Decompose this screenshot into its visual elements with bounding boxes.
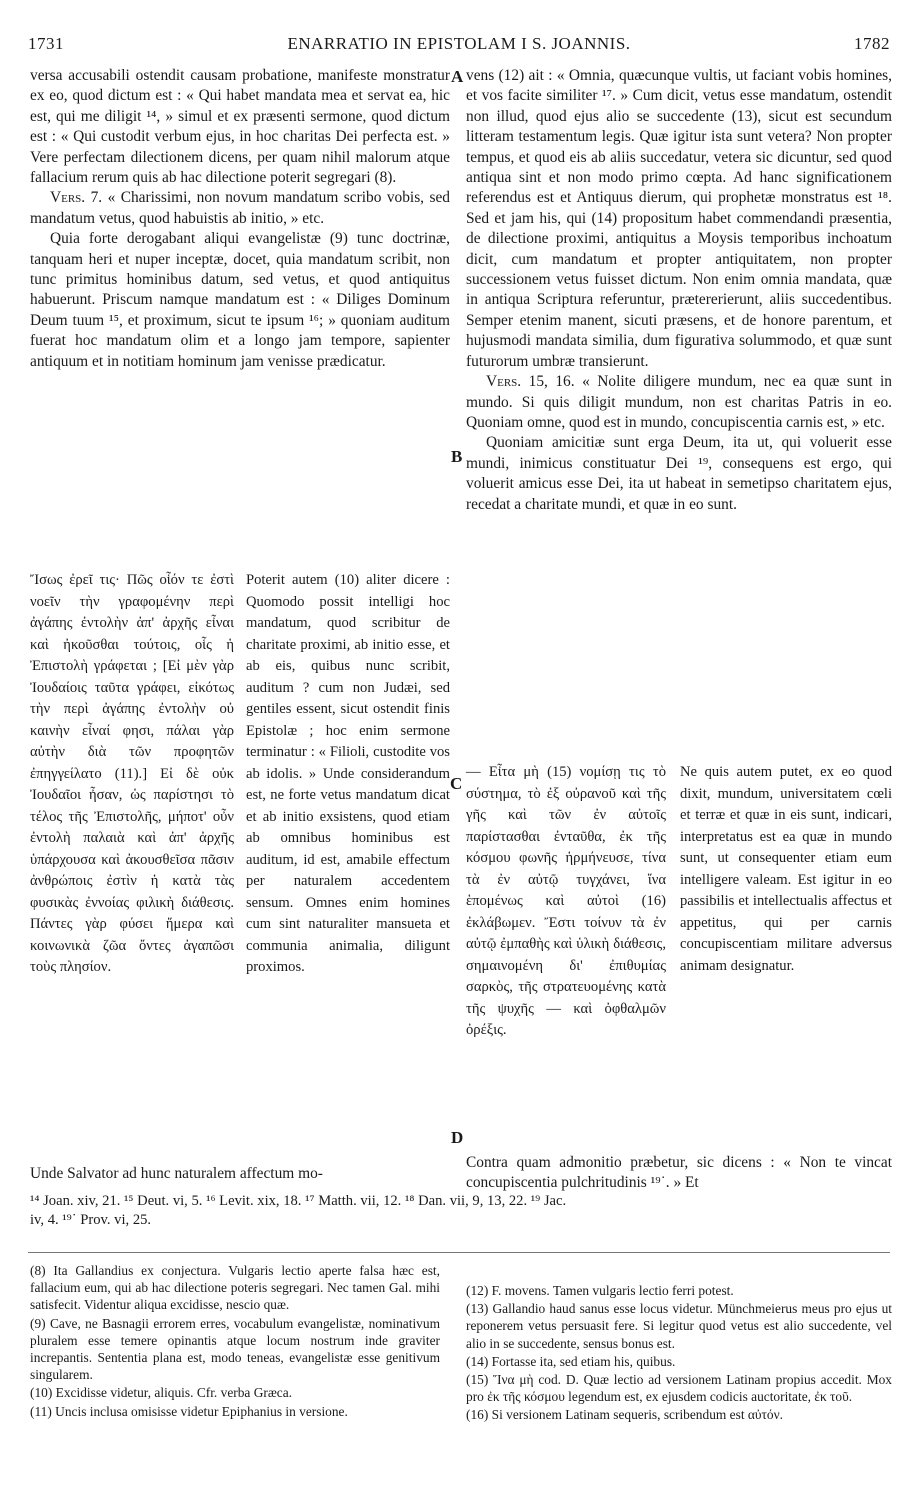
footnotes-right xyxy=(466,1282,892,1425)
verse-7-label: Vers. 7. xyxy=(50,189,103,207)
scripture-references xyxy=(30,1192,892,1230)
margin-letter-b: B xyxy=(451,447,463,466)
footnote-8: (8) Ita Gallandius ex conjectura. Vulgaris lectio aperte falsa hæc est, fallacium eum, qui ab hac dilectione poteris segregari. Nec tamen Gal. mihi satisfecit. Videntur aliqua excidisse, nescio quæ. xyxy=(30,1263,440,1313)
footnotes-left xyxy=(30,1262,440,1421)
footnote-13: (13) Gallandio haud sanus esse locus videtur. Münchmeierus meus pro ejus ut reponerem vetus persuasit fere. Si legitur quod vetus est alio succedente, vel alio in se succedente, sensus bonus est. xyxy=(466,1301,892,1351)
margin-letter-a: A xyxy=(451,67,464,86)
left-column-bottom xyxy=(30,1164,450,1184)
latin-passage-middle: Poterit autem (10) aliter dicere : Quomodo possit intelligi hoc mandatum, quod scribitur de charitate proximi, ab initio esse, et ab eis, quibus nunc scribit, auditum ? cum non Judæi, sed gentiles essent, sicut ostendit finis Epistolæ ; hoc enim sermone terminatur : « Filioli, custodite vos ab idolis. » Unde considerandum est, ne forte vetus mandatum dicat et ab initio exsistens, quod etiam ab omnibus hominibus est auditum, id est, amabile effectum per naturalem accedentem sensum. Omnes enim homines cum sint naturaliter mansueta et communia animalia, diligunt proximos. xyxy=(246,572,450,975)
left-paragraph-1: versa accusabili ostendit causam probatione, manifeste monstratur ex eo, quod dictum est : « Qui habet mandata mea et servat ea, hic est, qui me diligit ¹⁴, » simul et ex præsenti sermone, quod dictum est : « Qui custodit verbum ejus, in hoc charitas Dei perfecta est. » Vere perfectam dilectionem dicens, per quam nihil malorum atque fallacium rerum quis ab hac dilectione poterit segregari (8). xyxy=(30,67,450,187)
latin-version-right xyxy=(680,762,892,977)
left-bottom-line: Unde Salvator ad hunc naturalem affectum mo- xyxy=(30,1165,323,1182)
page-header xyxy=(28,34,890,58)
right-paragraph-3: Quoniam amicitiæ sunt erga Deum, ita ut, qui voluerit esse mundi, inimicus constituatur Dei ¹⁹, consequens est ergo, qui voluerit amicus esse Dei, ita ut habeat in semetipso charitatem ejus, recedat a charitate mundi, et quæ in eo sunt. xyxy=(466,434,892,513)
page-number-left: 1731 xyxy=(28,34,64,53)
footnote-10: (10) Excidisse videtur, aliquis. Cfr. verba Græca. xyxy=(30,1385,292,1401)
greek-text-right xyxy=(466,762,666,1042)
greek-text-left xyxy=(30,570,234,979)
footnote-11: (11) Uncis inclusa omisisse videtur Epiphanius in versione. xyxy=(30,1403,348,1419)
verse-15-text: « Nolite diligere mundum, nec ea quæ sunt in mundo. Si quis diligit mundum, non est charitas Patris in eo. Quoniam omne, quod est in mundo, concupiscentia carnis est, » etc. xyxy=(466,373,892,431)
right-paragraph-1: vens (12) ait : « Omnia, quæcunque vultis, ut faciant vobis homines, et vos facite similiter ¹⁷. » Cum dicit, vetus esse mandatum, ostendit non illud, quod ejus alio se succedente (13), sicut est secundum litteram testamentum legis. Quæ igitur ista sunt vetera? Non propter tempus, et quod eis ab aliis succedatur, vetera sic dicuntur, sed quod antiqua sint et non modo primo cœpta. Ad hanc significationem referendus est et Antiquus dierum, qui prophetæ monstratus est ¹⁸. Sed et jam his, qui (14) propositum habet commendandi præsentia, de dilectione proximi, antiquitus a Moysis temporibus inchoatum dicit, cum mandatum et propter antiquitatem, non propter successionem vetus fuisset dictum. Non enim omnia mandata, quæ in antiqua Scriptura referuntur, prætererierunt, aliis succedentibus. Semper etenim manent, sicuti præsens, et de honore parentum, et hujusmodi mandata similia, dum figurativa solummodo, et quæ sunt futurorum umbræ transierunt. xyxy=(466,67,892,370)
latin-passage-right: Ne quis autem putet, ex eo quod dixit, mundum, universitatem cœli et terræ et quæ in eis sunt, indicari, interpretatus est ea quæ in mundo sunt, ut consequenter etiam eum intelligere valeam. Est igitur in eo passibilis et intellectualis affectus et appetitus, qui per carnis concupiscentiam militare adversus animam designatur. xyxy=(680,764,892,974)
footnote-15: (15) Ἵνα μὴ cod. D. Quæ lectio ad versionem Latinam propius accedit. Mox pro ἐκ τῆς κόσμου legendum est, ex ejusdem codicis auctoritate, ἐκ τοῦ. xyxy=(466,1372,892,1405)
verse-15-label: Vers. 15, 16. xyxy=(486,373,575,391)
right-column-bottom xyxy=(466,1153,892,1194)
greek-passage-right: — Εἶτα μὴ (15) νομίσῃ τις τὸ σύστημα, τὸ ἐξ οὐρανοῦ καὶ τῆς γῆς καὶ τῶν ἐν αὐτοῖς παρίστασθαι ἐνταῦθα, ἐκ τῆς κόσμου φωνῆς ἡρμήνευσε, τίνα τὰ ἐν αὐτῷ τυγχάνει, ἵνα ἑπομένως καὶ αὐτοὶ (16) ἐκλάβωμεν. Ἔστι τοίνυν τὰ ἐν αὐτῷ ἐμπαθὴς καὶ ὑλικὴ διάθεσις, σημαινομένη δι' ἐπιθυμίας σαρκὸς, τῆς στρατευομένης κατὰ τῆς ψυχῆς — καὶ ὀφθαλμῶν ὀρέξις. xyxy=(466,764,666,1038)
right-bottom-line: Contra quam admonitio præbetur, sic dicens : « Non te vincat concupiscentia pulchritudinis ¹⁹˙. » Et xyxy=(466,1154,892,1192)
right-column xyxy=(466,66,892,515)
greek-passage-left: Ἴσως ἐρεῖ τις· Πῶς οἷόν τε ἐστὶ νοεῖν τὴν γραφομένην περὶ ἀγάπης ἐντολὴν ἀπ' ἀρχῆς εἶναι καὶ ἠκοῦσθαι τούτοις, οἷς ἡ Ἐπιστολὴ γράφεται ; [Εἰ μὲν γὰρ Ἰουδαίοις ταῦτα γράφει, εἰκότως τὴν περὶ ἀγάπης ἐντολὴν οὐ καινὴν εἶναί φησι, πάλαι γὰρ αὐτὴν διὰ τῶν προφητῶν ἐπηγγείλατο (11).] Εἰ δὲ οὐκ Ἰουδαῖοι ἦσαν, ὡς παρίστησι τὸ τέλος τῆς Ἐπιστολῆς, μήποτ' οὖν ἐντολὴ παλαιὰ καὶ ἀπ' ἀρχῆς ὑπάρχουσα καὶ ἀκουσθεῖσα πᾶσιν ἀνθρώποις ἐστὶν ἡ κατὰ τὰς φυσικὰς ἐννοίας φιλικὴ διάθεσις. Πάντες γὰρ φύσει ἥμερα καὶ κοινωνικὰ ζῶα ὄντες ἀγαπῶσι τοὺς πλησίον. xyxy=(30,572,234,975)
latin-version-middle xyxy=(246,570,450,979)
references-line-2: iv, 4. ¹⁹˙ Prov. vi, 25. xyxy=(30,1212,152,1228)
footnote-9: (9) Cave, ne Basnagii errorem erres, vocabulum evangelistæ, nominativum pluralem esse temere opinantis atque locum nostrum inde graviter increpantis. Sententia plana est, modo teneas, evangelistæ esse genitivum singularem. xyxy=(30,1315,440,1383)
verse-15-paragraph xyxy=(466,372,892,433)
references-line-1: ¹⁴ Joan. xiv, 21. ¹⁵ Deut. vi, 5. ¹⁶ Levit. xix, 18. ¹⁷ Matth. vii, 12. ¹⁸ Dan. vii, 9, 13, 22. ¹⁹ Jac. xyxy=(30,1193,567,1209)
footnote-16: (16) Si versionem Latinam sequeris, scribendum est αὐτόν. xyxy=(466,1407,784,1423)
footnote-14: (14) Fortasse ita, sed etiam his, quibus. xyxy=(466,1353,676,1369)
verse-7-text: « Charissimi, non novum mandatum scribo vobis, sed mandatum vetus, quod habuistis ab initio, » etc. xyxy=(30,189,450,227)
page-number-right: 1782 xyxy=(854,34,890,53)
running-title: ENARRATIO IN EPISTOLAM I S. JOANNIS. xyxy=(287,34,631,53)
left-column xyxy=(30,66,450,372)
margin-letter-d: D xyxy=(451,1128,464,1147)
verse-7-paragraph xyxy=(30,188,450,229)
footnote-12: (12) F. movens. Tamen vulgaris lectio ferri potest. xyxy=(466,1283,734,1298)
margin-letter-c: C xyxy=(450,774,463,793)
footnote-divider xyxy=(28,1252,890,1253)
left-paragraph-3: Quia forte derogabant aliqui evangelistæ (9) tunc doctrinæ, tanquam heri et nuper inceptæ, docet, quia mandatum scribit, non tunc primitus hominibus datum, sed vetus, et quod antiquitus habuerunt. Priscum namque mandatum est : « Diliges Dominum Deum tuum ¹⁵, et proximum, sicut te ipsum ¹⁶; » quoniam auditum fuerat hoc mandatum olim et a longo jam tempore, sapienter antiquum et in notitiam hominum jam venisse prædicatur. xyxy=(30,230,450,370)
